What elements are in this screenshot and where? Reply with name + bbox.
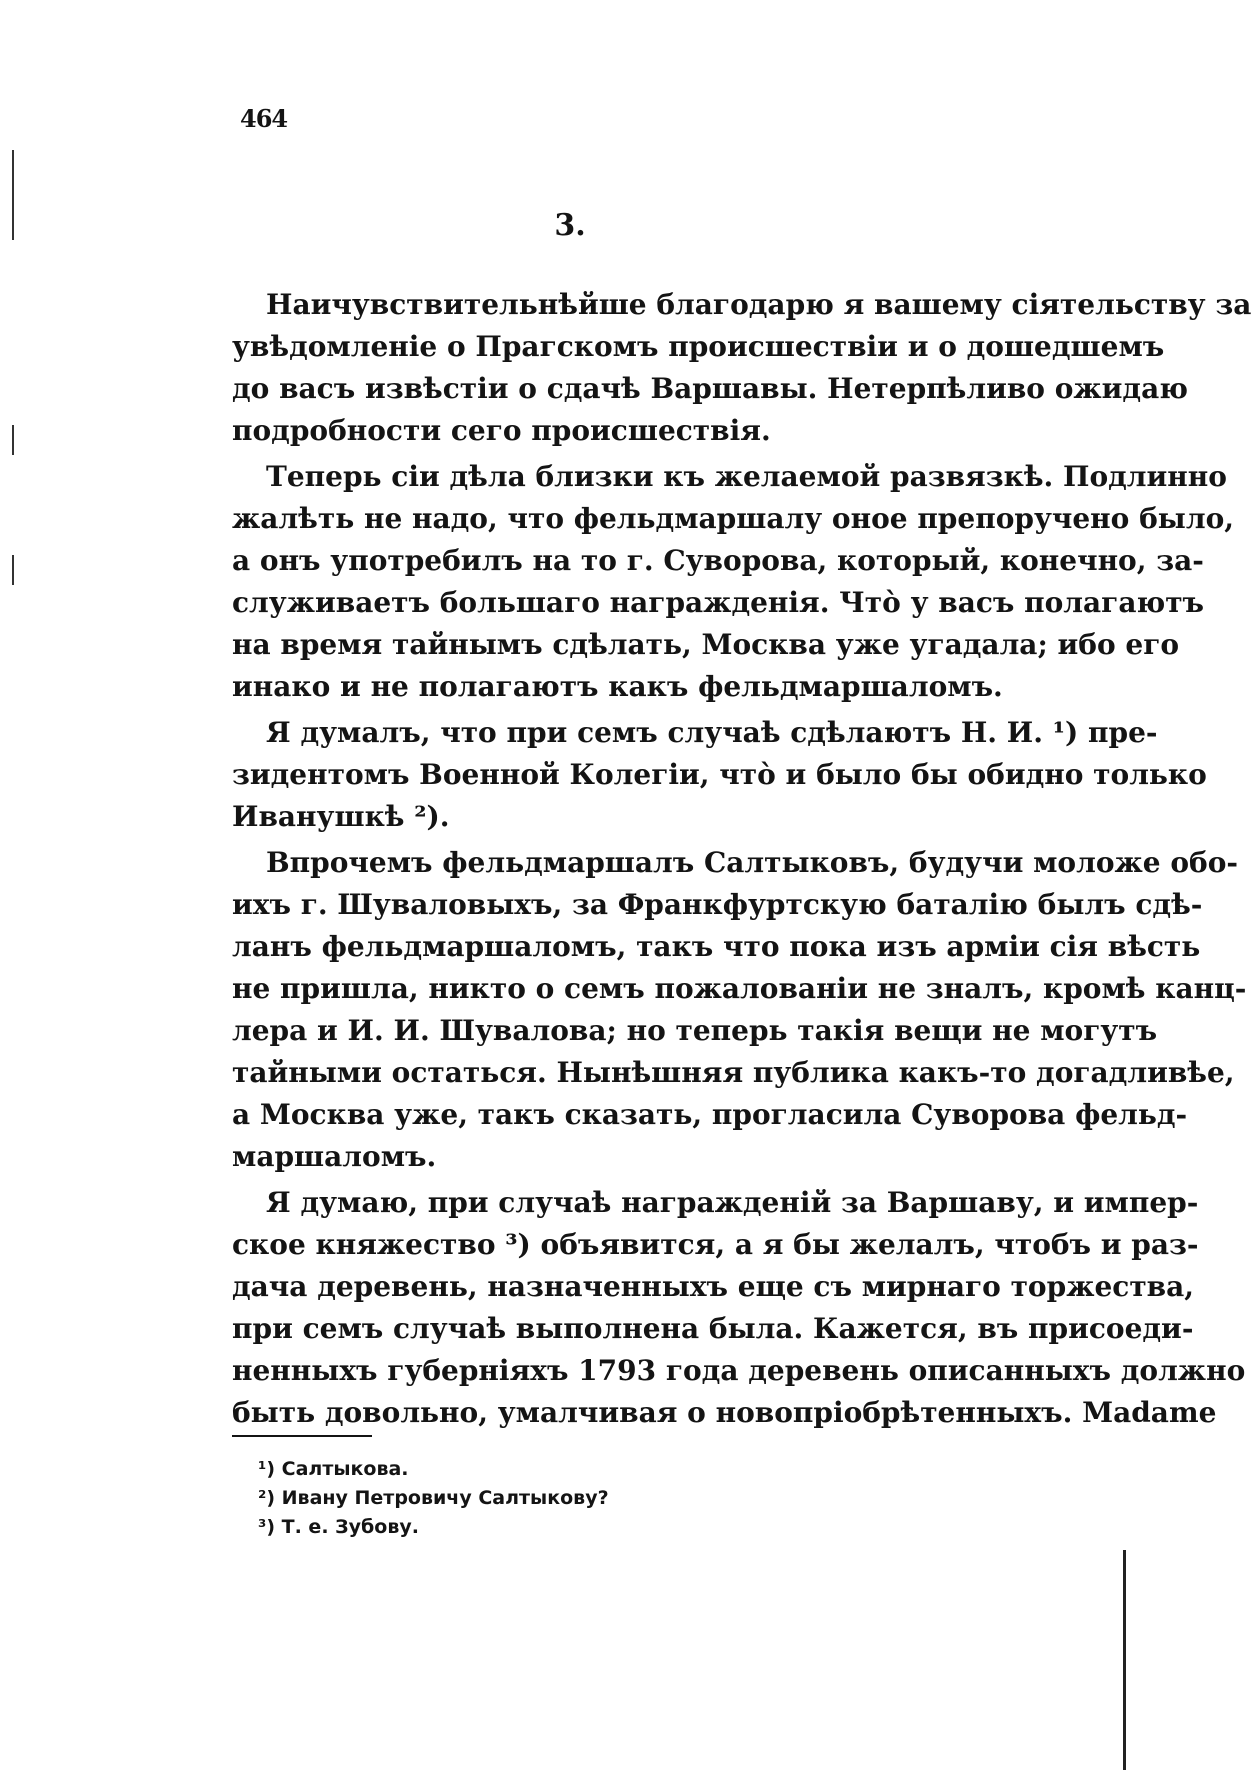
text-line: инако и не полагаютъ какъ фельдмаршаломъ. xyxy=(232,670,1003,703)
text-line: ихъ г. Шуваловыхъ, за Франкфуртскую баталію былъ сдѣ- xyxy=(232,888,1203,921)
footnote-text: Ивану Петровичу Салтыкову? xyxy=(281,1487,609,1509)
paragraph xyxy=(232,284,1251,452)
paragraph xyxy=(232,1182,1246,1434)
text-line: до васъ извѣстіи о сдачѣ Варшавы. Нетерпѣливо ожидаю xyxy=(232,372,1188,405)
text-line: Я думалъ, что при семъ случаѣ сдѣлаютъ Н. И. ¹) пре- xyxy=(266,716,1158,749)
letter-number: 3. xyxy=(554,208,586,243)
footnotes xyxy=(258,1455,609,1542)
text-line: Наичувствительнѣйше благодарю я вашему сіятельству за xyxy=(266,288,1251,321)
text-line: Впрочемъ фельдмаршалъ Салтыковъ, будучи моложе обо- xyxy=(266,846,1239,879)
text-line: Я думаю, при случаѣ награжденій за Варшаву, и импер- xyxy=(266,1186,1199,1219)
footnote-mark: ¹) xyxy=(258,1458,276,1480)
footnote xyxy=(258,1484,609,1513)
text-line: ланъ фельдмаршаломъ, такъ что пока изъ арміи сія вѣсть xyxy=(232,930,1201,963)
text-line: при семъ случаѣ выполнена была. Кажется, въ присоеди- xyxy=(232,1312,1194,1345)
text-line: тайными остаться. Нынѣшняя публика какъ-то догадливѣе, xyxy=(232,1056,1235,1089)
letter-body xyxy=(232,284,1251,1438)
page-number: 464 xyxy=(240,104,288,133)
footnote xyxy=(258,1455,609,1484)
footnote-mark: ²) xyxy=(258,1487,276,1509)
footnote-text: Т. е. Зубову. xyxy=(281,1516,419,1538)
text-line: дача деревень, назначенныхъ еще съ мирнаго торжества, xyxy=(232,1270,1195,1303)
footnote-mark: ³) xyxy=(258,1516,276,1538)
text-line: на время тайнымъ сдѣлать, Москва уже угадала; ибо его xyxy=(232,628,1180,661)
paragraph xyxy=(232,712,1207,838)
text-line: увѣдомленіе о Прагскомъ происшествіи и о дошедшемъ xyxy=(232,330,1165,363)
text-line: маршаломъ. xyxy=(232,1140,437,1173)
footnote-divider xyxy=(232,1435,372,1437)
text-line: зидентомъ Военной Колегіи, чтò и было бы обидно только xyxy=(232,758,1207,791)
text-line: Теперь сіи дѣла близки къ желаемой развязкѣ. Подлинно xyxy=(266,460,1227,493)
text-line: Иванушкѣ ²). xyxy=(232,800,450,833)
text-line: а онъ употребилъ на то г. Суворова, который, конечно, за- xyxy=(232,544,1204,577)
text-line: ненныхъ губерніяхъ 1793 года деревень описанныхъ должно xyxy=(232,1354,1246,1387)
scan-edge-mark xyxy=(12,425,14,455)
text-line: быть довольно, умалчивая о новопріобрѣтенныхъ. Madame xyxy=(232,1396,1217,1429)
paragraph xyxy=(232,456,1235,708)
text-line: лера и И. И. Шувалова; но теперь такія вещи не могутъ xyxy=(232,1014,1158,1047)
scan-edge-mark xyxy=(12,555,14,585)
text-line: подробности сего происшествія. xyxy=(232,414,771,447)
text-line: жалѣть не надо, что фельдмаршалу оное препоручено было, xyxy=(232,502,1235,535)
text-line: ское княжество ³) объявится, а я бы желалъ, чтобъ и раз- xyxy=(232,1228,1199,1261)
footnote xyxy=(258,1513,609,1542)
footnote-text: Салтыкова. xyxy=(281,1458,409,1480)
text-line: не пришла, никто о семъ пожалованіи не зналъ, кромѣ канц- xyxy=(232,972,1247,1005)
text-line: служиваетъ большаго награжденія. Чтò у васъ полагаютъ xyxy=(232,586,1205,619)
text-line: а Москва уже, такъ сказать, прогласила Суворова фельд- xyxy=(232,1098,1188,1131)
paragraph xyxy=(232,842,1247,1178)
scan-edge-mark xyxy=(1123,1550,1126,1770)
